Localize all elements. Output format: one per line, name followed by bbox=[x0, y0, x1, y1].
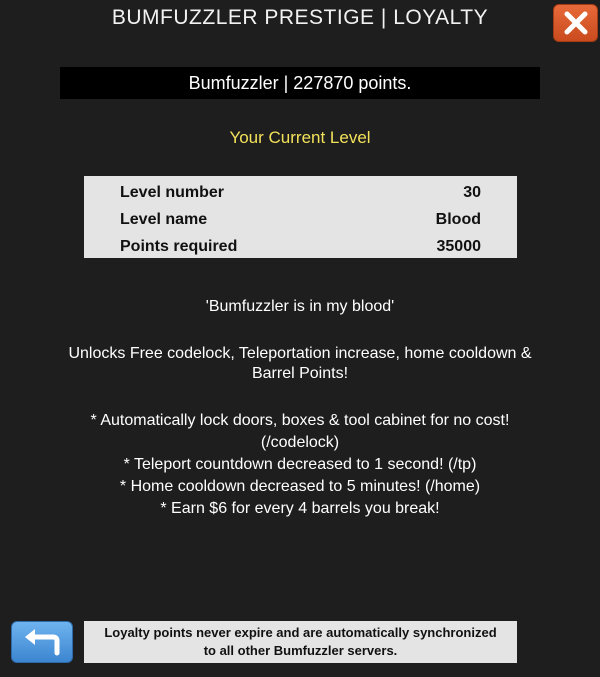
window-title: BUMFUZZLER PRESTIGE | LOYALTY bbox=[111, 6, 489, 29]
level-number-label: Level number bbox=[120, 184, 225, 201]
level-info-table bbox=[84, 176, 517, 258]
perk-item: * Teleport countdown decreased to 1 second! (/tp) bbox=[123, 456, 477, 473]
points-summary bbox=[60, 67, 540, 99]
current-level-heading: Your Current Level bbox=[229, 128, 371, 147]
level-name-row bbox=[120, 206, 481, 233]
footer-note: Loyalty points never expire and are automatically synchronized to all other Bumfuzzler servers. bbox=[84, 621, 517, 663]
unlocks-description: Unlocks Free codelock, Teleportation increase, home cooldown & Barrel Points! bbox=[68, 345, 532, 382]
close-button[interactable] bbox=[553, 4, 598, 42]
perk-item: * Earn $6 for every 4 barrels you break! bbox=[160, 500, 440, 517]
points-required-value: 35000 bbox=[436, 238, 481, 255]
level-number-row bbox=[120, 179, 481, 206]
points-summary-text: Bumfuzzler | 227870 points. bbox=[188, 72, 412, 93]
level-quote: 'Bumfuzzler is in my blood' bbox=[205, 298, 395, 315]
points-required-label: Points required bbox=[120, 238, 238, 255]
level-number-value: 30 bbox=[463, 184, 481, 201]
close-icon bbox=[563, 10, 589, 36]
back-button[interactable] bbox=[11, 621, 73, 663]
perk-item: * Home cooldown decreased to 5 minutes! (/home) bbox=[119, 478, 481, 495]
perks-list bbox=[50, 410, 550, 520]
level-name-value: Blood bbox=[435, 211, 481, 228]
perk-item: * Automatically lock doors, boxes & tool cabinet for no cost! (/codelock) bbox=[90, 412, 510, 451]
points-required-row bbox=[120, 233, 481, 260]
level-name-label: Level name bbox=[120, 211, 208, 228]
back-arrow-icon bbox=[21, 627, 63, 657]
